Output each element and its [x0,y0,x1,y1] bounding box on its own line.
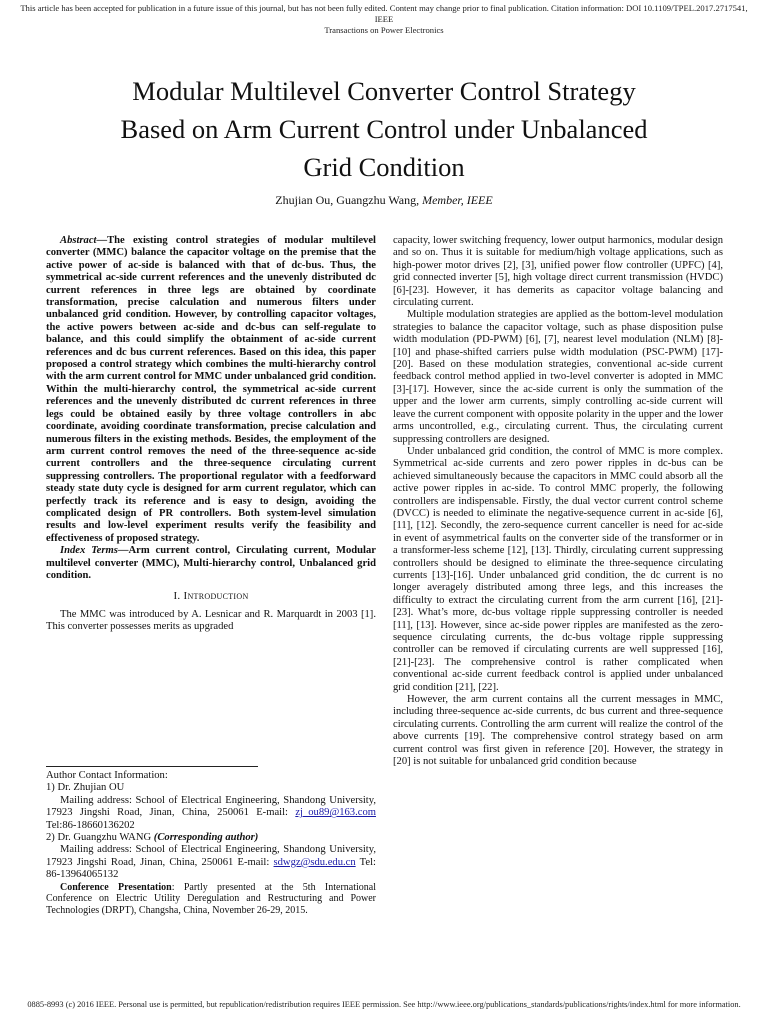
right-paragraph-2: Multiple modulation strategies are applied as the bottom-level modulation strategies to balance the capacitor voltage, such as phase disposition pulse width modulation (PD-PWM) [6], [7], nearest level modulation (NLM) [8]-[10] and phase-shifted carriers pulse width modulation (PSC-PWM) [17]-[20]. Based on these modulation strategies, conventional ac-side current feedback control method applied in two-level converter is adopted in MMC [3]-[17]. However, since the ac-side current is only the summation of the upper and the lower arm currents, simply controlling ac-side current will leave the current component with opposite polarity in the upper and the lower arms uncontrolled, e.g., circulating current. Thus, the circulating current suppressing controllers are designed. [393,309,723,445]
author-line [100,193,668,207]
author2-address [46,844,376,881]
right-paragraph-3: Under unbalanced grid condition, the control of MMC is more complex. Symmetrical ac-side currents and zero power ripples in dc-bus can be achieved simultaneously because the capacitors in MMC could absorb all the active power ripples in ac-side. To control MMC properly, the following controllers are indispensable. Firstly, the dual vector current control scheme (DVCC) is needed to eliminate the negative-sequence current in ac-side [6], [11], [12]. Secondly, the zero-sequence current canceller is need for ac-side in event of asymmetrical faults on the converter side of the transformer or in a transformer-less scheme [12], [13]. Thirdly, circulating current suppressing controllers should be designed to eliminate the three-sequence circulating currents [13]-[16]. Under unbalanced grid condition, the dc current is no longer averagely distributed among three legs, and this increases the difficulty to extract the circulating current from the arm current [16], [21]-[23]. What’s more, dc-bus voltage ripple suppressing controller is needed [11], [13]. However, since ac-side power ripples are manifested as the zero-sequence circulating currents, the dc-bus voltage ripple suppressing controller can be removed if circulating currents are well suppressed [16], [21]-[23]. The comprehensive control is rather complicated when conventional ac-side current feedback control is applied under unbalanced grid condition [21], [22]. [393,445,723,693]
author-contact-block [46,766,376,917]
paper-title [60,72,708,186]
left-column [46,235,376,634]
author-membership: Member, IEEE [422,193,493,207]
abstract-lead: Abstract [60,235,97,246]
author2-address-text: Mailing address: School of Electrical Engineering, Shandong University, 17923 Jingshi Road, Jinan, China, 250061 E-mail: [46,844,376,868]
author2-name [46,832,376,844]
title-line-3: Grid Condition [303,152,465,182]
conference-text: : Partly presented at the 5th International Conference on Electric Utility Deregulation and Restructuring and Power Technologies (DRPT), Changsha, China, November 26-29, 2015. [46,881,376,917]
conference-presentation-note [46,882,376,917]
author2-role: (Corresponding author) [153,832,259,844]
copyright-footer: 0885-8993 (c) 2016 IEEE. Personal use is permitted, but republication/redistribution requires IEEE permission. See http://www.ieee.org/publications_standards/publications/rights/index.html for more information. [27,1000,741,1009]
intro-paragraph: The MMC was introduced by A. Lesnicar and R. Marquardt in 2003 [1]. This converter possesses merits as upgraded [46,608,376,633]
title-line-2: Based on Arm Current Control under Unbalanced [120,114,648,144]
right-column [393,235,723,768]
author2-tel: Tel: 86-13964065132 [46,856,376,881]
author1-tel: Tel:86-18660136202 [46,819,135,831]
index-terms-lead: Index Terms [60,545,118,557]
index-terms-text: —Arm current control, Circulating current, Modular multilevel converter (MMC), Multi-hierarchy control, Unbalanced grid condition. [46,545,376,581]
banner-line-2: Transactions on Power Electronics [324,25,444,35]
right-paragraph-4: However, the arm current contains all the current messages in MMC, including three-sequence ac-side currents, dc bus current and three-sequence circulating currents. Controlling the arm current will realize the control of the above currents [19]. The comprehensive control strategy based on arm current control was first given in reference [20]. However, the strategy in [20] is not suitable for unbalanced grid condition because [393,694,723,768]
author2-email-link[interactable]: sdwgz@sdu.edu.cn [273,856,356,868]
author1-address [46,795,376,832]
conference-lead: Conference Presentation [60,881,172,893]
author2-name-text: 2) Dr. Guangzhu WANG [46,832,154,844]
footnote-rule [46,766,258,767]
author1-email-link[interactable]: zj_ou89@163.com [295,807,376,819]
author1-name: 1) Dr. Zhujian OU [46,782,125,794]
abstract [46,235,376,545]
section-heading-introduction: I. Introduction [173,590,249,603]
contact-heading: Author Contact Information: [46,770,168,781]
index-terms [46,545,376,582]
abstract-text: —The existing control strategies of modular multilevel converter (MMC) balance the capacitor voltage on the premise that the active power of ac-side is balanced with that of dc-bus. Thus, the symmetrical ac-side current references and the unevenly distributed dc current references in three legs are obtained by coordinate transformation, precise calculation and numerous filters under unbalanced grid condition. However, by controlling capacitor voltages, the active powers between ac-side and dc-bus can self-regulate to balance, and this could simplify the obtainment of ac-side current references and dc bus current references. Based on this idea, this paper proposed a control strategy which combines the multi-hierarchy control with the arm current control for MMC under unbalanced grid condition. Within the multi-hierarchy control, the symmetrical ac-side current references and the unevenly distributed dc current references in three legs could be obtained easily by three voltage controllers in abc coordinate, avoiding coordinate transformation, precise calculation and numerous filters in the existing methods. Besides, the employment of the arm current control removes the need of the three-sequence ac-side current controllers and the three-sequence circulating current suppressing controllers. The proportional regulator with a feedforward steady state duty cycle is designed for arm current regulator, which can perfectly track its reference and is easy to design, avoiding the complicated design of PR controllers. Both system-level simulation results and low-level experiment results verify the feasibility and effectiveness of proposed strategy. [46,235,376,544]
right-paragraph-1: capacity, lower switching frequency, lower output harmonics, modular design and so on. Thus it is suitable for medium/high voltage applications, such as high-power motor drives [2], [3], unified power flow controller (UPFC) [4], grid connected inverter [5], high voltage direct current transmission (HVDC) [6]-[23]. However, it has demerits as capacitor voltage balancing and circulating current. [393,235,723,309]
author1-address-text: Mailing address: School of Electrical Engineering, Shandong University, 17923 Jingshi Road, Jinan, China, 250061 E-mail: [46,794,376,819]
title-line-1: Modular Multilevel Converter Control Strategy [132,76,636,106]
journal-banner [20,3,748,36]
banner-line-1: This article has been accepted for publication in a future issue of this journal, but has not been fully edited. Content may change prior to final publication. Citation information: DOI 10.1109/TPEL.2017.2717541, IEEE [20,3,748,24]
author-names: Zhujian Ou, Guangzhu Wang, [275,193,420,207]
